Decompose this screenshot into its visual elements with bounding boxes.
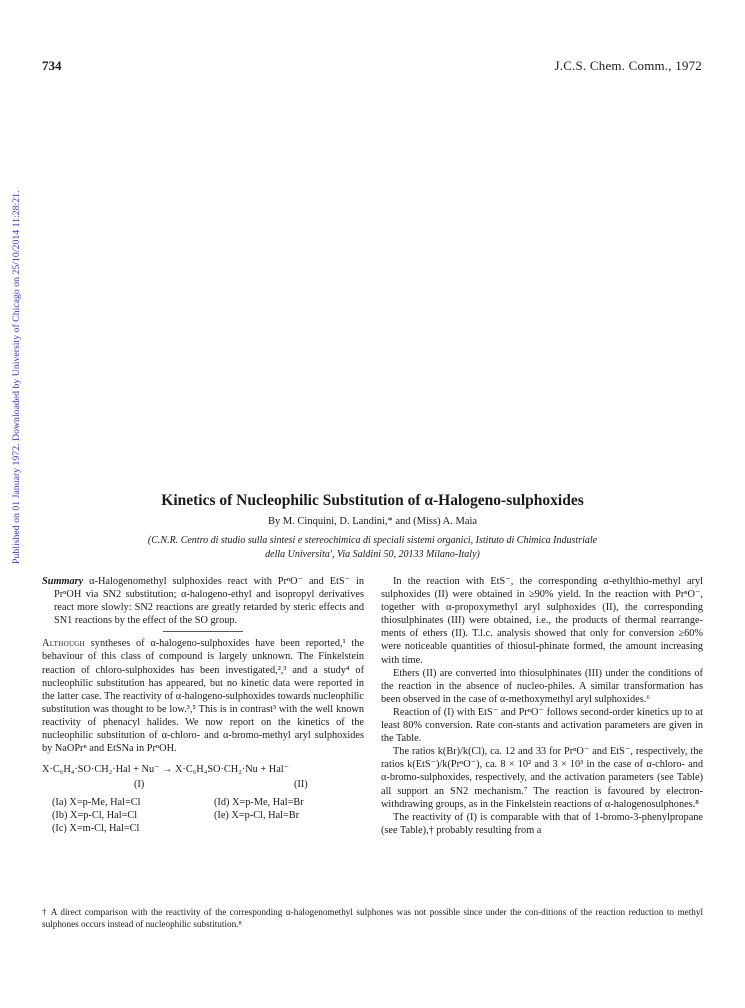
compound-Ia: (Ia) X=p-Me, Hal=Cl	[52, 797, 141, 809]
summary-label: Summary	[42, 576, 84, 587]
journal-header: J.C.S. Chem. Comm., 1972	[554, 58, 702, 73]
results-paragraph-2: Ethers (II) are converted into thiosulphinates (III) under the conditions of the reaction in the absence of nucleo-philes. A similar transformation has been observed in the case of α-methoxymethyl aryl sulphoxides.⁶	[381, 667, 703, 705]
section-divider	[163, 631, 243, 632]
affiliation-line-2: della Universita', Via Saldini 50, 20133 Milano-Italy)	[265, 549, 480, 560]
intro-lead-word: Although	[42, 638, 86, 650]
compound-Ib: (Ib) X=p-Cl, Hal=Cl	[52, 810, 138, 822]
results-paragraph-3: Reaction of (I) with EtS⁻ and PrⁿO⁻ follows second-order kinetics up to at least 80% conversion. Rate con-stants and activation parameters are given in the Table.	[381, 706, 703, 745]
download-watermark[interactable]: Published on 01 January 1972. Downloaded by University of Chicago on 25/10/2014 11:28:21.	[11, 190, 22, 565]
footnote: † A direct comparison with the reactivity of the corresponding α-halogenomethyl sulphones was not possible since under the con-ditions of the reaction reduction to methyl sulphones occurs instead of nucleophilic substitution.⁸	[42, 907, 703, 929]
affiliation-line-1: (C.N.R. Centro di studio sulla sintesi e stereochimica di speciali sistemi organici, Istituto di Chimica Industriale	[147, 535, 598, 546]
article-affiliation	[42, 534, 703, 562]
article-authors: By M. Cinquini, D. Landini,* and (Miss) A. Maia	[267, 516, 478, 527]
compound-Id: (Id) X=p-Me, Hal=Br	[214, 797, 304, 809]
left-column	[42, 575, 364, 834]
equation-label-product: (II)	[294, 779, 308, 791]
article-title: Kinetics of Nucleophilic Substitution of α-Halogeno-sulphoxides	[161, 492, 584, 509]
summary-text: α-Halogenomethyl sulphoxides react with PrⁿO⁻ and EtS⁻ in PrⁿOH via SN2 substitution; α-halogeno-ethyl and isopropyl derivatives react more slowly: SN2 reactions are greatly retarded by steric effects and SN1 reactions by the effect of the SO group.	[54, 576, 364, 627]
right-column	[381, 575, 703, 837]
results-paragraph-1: In the reaction with EtS⁻, the corresponding α-ethylthio-methyl aryl sulphoxides (II) were obtained in ≥90% yield. In the reaction with PrⁿO⁻, together with α-propoxymethyl aryl sulphoxides (II), the corresponding thiosulphinates (III) were obtained, i.e., the products of thermal rearrange-ments of ethers (II). T.l.c. analysis showed that only for conversion ≥60% were noticeable quantities of thiosul-phinate formed, the amount increasing with time.	[381, 576, 703, 666]
reaction-equation	[42, 763, 364, 776]
page-number: 734	[42, 58, 62, 73]
results-paragraph-4: The ratios k(Br)/k(Cl), ca. 12 and 33 for PrⁿO⁻ and EtS⁻, respectively, the ratios k(EtS⁻)/k(PrⁿO⁻), ca. 8 × 10² and 3 × 10³ in the case of α-chloro- and α-bromo-sulphoxides, respectively, and the activation parameters (see Table) all support an SN2 mechanism.⁷ The reaction is favoured by electron-withdrawing groups, as in the Finkelstein reactions of α-halogenosulphones.⁸	[381, 746, 703, 810]
equation-labels	[42, 778, 364, 791]
compound-Ic: (Ic) X=m-Cl, Hal=Cl	[52, 823, 140, 835]
equation-text: X·C₆H₄·SO·CH₂·Hal + Nu⁻ → X·C₆H₄SO·CH₂·Nu + Hal⁻	[42, 764, 290, 776]
summary-paragraph	[42, 575, 364, 627]
equation-label-reactant: (I)	[134, 779, 145, 791]
intro-text: syntheses of α-halogeno-sulphoxides have been reported,¹ the behaviour of this class of compound is largely unknown. The Finkelstein reaction of chloro-sulphoxides has been investigated,²,³ and a study⁴ of nucleophilic substitution has appeared, but no kinetic data were reported in the latter case. The reactivity of α-halogeno-sulphoxides towards nucleophilic substitution was thought to be low.³,⁵ This is in contrast³ with the well known reactivity of phenacyl halides. We now report on the kinetics of the nucleophilic substitution of α-chloro- and α-bromo-methyl aryl sulphoxides by NaOPrⁿ and EtSNa in PrⁿOH.	[42, 638, 364, 755]
compound-list	[42, 794, 364, 834]
intro-paragraph	[42, 637, 364, 755]
compound-Ie: (Ie) X=p-Cl, Hal=Br	[214, 810, 300, 822]
results-paragraph-5: The reactivity of (I) is comparable with that of 1-bromo-3-phenylpropane (see Table),† probably resulting from a	[381, 811, 703, 836]
